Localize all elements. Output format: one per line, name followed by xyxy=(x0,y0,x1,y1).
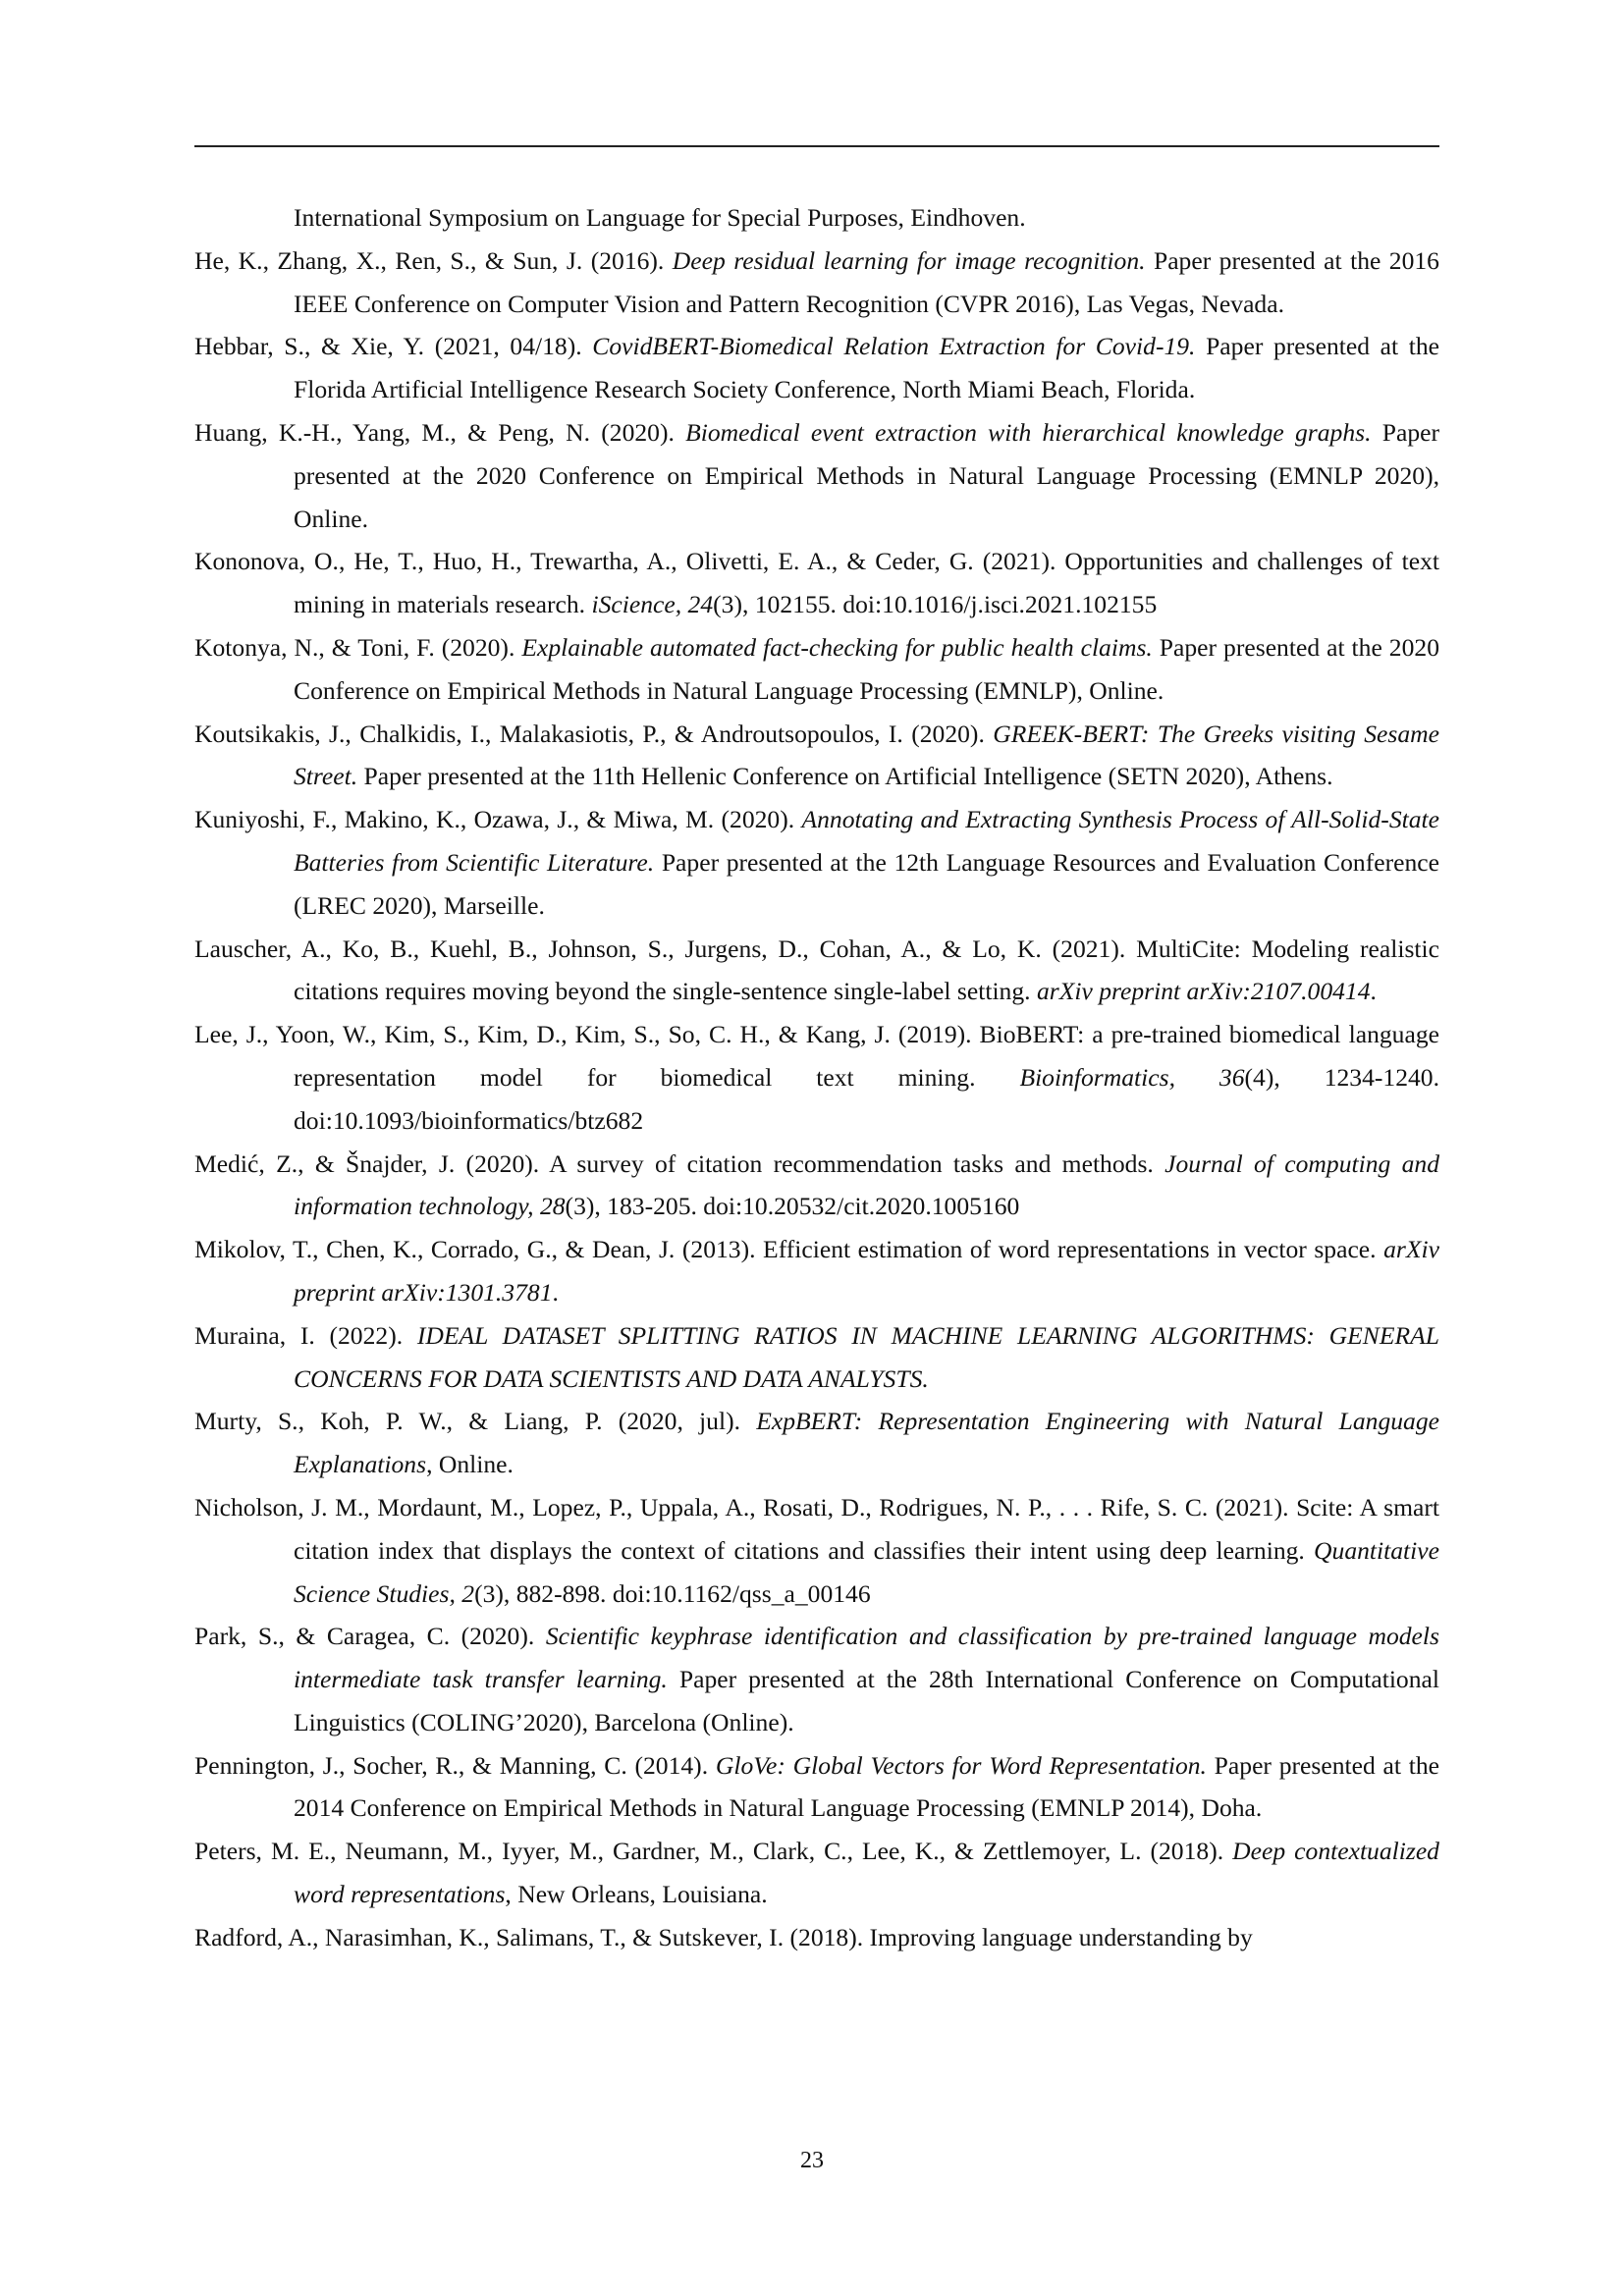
reference-italic-text: GloVe: Global Vectors for Word Representation. xyxy=(715,1750,1207,1780)
reference-text: Kotonya, N., & Toni, F. (2020). xyxy=(194,632,522,662)
reference-text: , New Orleans, Louisiana. xyxy=(505,1880,768,1909)
reference-italic-text: arXiv preprint arXiv:1301.3781 xyxy=(294,1235,1439,1307)
reference-text: Pennington, J., Socher, R., & Manning, C. (2014). xyxy=(194,1750,716,1780)
reference-text: (4), 1234-1240. doi:10.1093/bioinformatics/btz682 xyxy=(294,1062,1439,1135)
reference-text: Kuniyoshi, F., Makino, K., Ozawa, J., & Miwa, M. (2020). xyxy=(194,805,802,834)
reference-text: Peters, M. E., Neumann, M., Iyyer, M., Gardner, M., Clark, C., Lee, K., & Zettlemoyer, L. (2018). xyxy=(194,1837,1233,1866)
reference-italic-text: Journal of computing and information technology, 28 xyxy=(294,1148,1439,1221)
reference-text: Paper presented at the 2020 Conference on Empirical Methods in Natural Language Processing (EMNLP), Online. xyxy=(294,632,1439,705)
reference-text: . xyxy=(1370,977,1377,1006)
reference-text: . xyxy=(552,1277,559,1307)
reference-italic-text: iScience, 24 xyxy=(591,590,714,619)
reference-italic-text: Explainable automated fact-checking for public health claims. xyxy=(521,632,1153,662)
reference-entry-continued xyxy=(194,196,1439,240)
reference-text: Paper presented at the 2016 IEEE Conference on Computer Vision and Pattern Recognition (CVPR 2016), Las Vegas, Nevada. xyxy=(294,245,1439,318)
reference-italic-text: arXiv preprint arXiv:2107.00414 xyxy=(1036,977,1371,1006)
reference-text: He, K., Zhang, X., Ren, S., & Sun, J. (2016). xyxy=(194,245,673,275)
reference-text: (3), 882-898. doi:10.1162/qss_a_00146 xyxy=(474,1578,871,1608)
reference-entry xyxy=(194,626,1439,713)
reference-text: (3), 102155. doi:10.1016/j.isci.2021.102155 xyxy=(713,590,1158,619)
reference-entry xyxy=(194,1400,1439,1486)
reference-entry xyxy=(194,1013,1439,1142)
reference-text: Radford, A., Narasimhan, K., Salimans, T., & Sutskever, I. (2018). Improving language understanding by xyxy=(194,1922,1253,1951)
reference-text: Park, S., & Caragea, C. (2020). xyxy=(194,1622,546,1651)
reference-italic-text: Biomedical event extraction with hierarchical knowledge graphs. xyxy=(685,417,1372,447)
reference-text: Murty, S., Koh, P. W., & Liang, P. (2020, jul). xyxy=(194,1407,757,1436)
reference-text: Lee, J., Yoon, W., Kim, S., Kim, D., Kim, S., So, C. H., & Kang, J. (2019). BioBERT: a pre-trained biomedical language representation model for biomedical text mining. xyxy=(194,1020,1439,1092)
reference-italic-text: Annotating and Extracting Synthesis Process of All-Solid-State Batteries from Scientific Literature. xyxy=(294,805,1439,877)
header-rule xyxy=(194,145,1439,147)
reference-text: , Online. xyxy=(426,1450,514,1479)
reference-italic-text: Quantitative Science Studies, 2 xyxy=(294,1535,1439,1608)
reference-text: Kononova, O., He, T., Huo, H., Trewartha, A., Olivetti, E. A., & Ceder, G. (2021). Opportunities and challenges of text mining in materials research. xyxy=(194,547,1439,619)
reference-italic-text: IDEAL DATASET SPLITTING RATIOS IN MACHINE LEARNING ALGORITHMS: GENERAL CONCERNS FOR DATA SCIENTISTS AND DATA ANALYSTS. xyxy=(294,1320,1439,1393)
reference-italic-text: GREEK-BERT: The Greeks visiting Sesame Street. xyxy=(294,719,1439,791)
reference-italic-text: CovidBERT-Biomedical Relation Extraction for Covid-19. xyxy=(592,332,1196,361)
reference-entry xyxy=(194,325,1439,411)
reference-list xyxy=(194,196,1439,1959)
reference-text: Paper presented at the 2020 Conference on Empirical Methods in Natural Language Processing (EMNLP 2020), Online. xyxy=(294,417,1440,533)
reference-text: Muraina, I. (2022). xyxy=(194,1320,417,1350)
reference-italic-text: Deep contextualized word representations xyxy=(294,1837,1439,1909)
reference-italic-text: ExpBERT: Representation Engineering with Natural Language Explanations xyxy=(294,1407,1440,1479)
reference-entry xyxy=(194,1615,1439,1743)
reference-text: Nicholson, J. M., Mordaunt, M., Lopez, P., Uppala, A., Rosati, D., Rodrigues, N. P., . . . Rife, S. C. (2021). Scite: A smart citation index that displays the context of citations and classifies their intent using deep learning. xyxy=(194,1492,1439,1565)
reference-text: International Symposium on Language for Special Purposes, Eindhoven. xyxy=(294,203,1026,232)
reference-entry xyxy=(194,798,1439,927)
reference-text: Koutsikakis, J., Chalkidis, I., Malakasiotis, P., & Androutsopoulos, I. (2020). xyxy=(194,719,994,748)
reference-text: Paper presented at the 12th Language Resources and Evaluation Conference (LREC 2020), Marseille. xyxy=(294,847,1439,920)
reference-text: Paper presented at the 11th Hellenic Conference on Artificial Intelligence (SETN 2020), Athens. xyxy=(357,762,1333,791)
reference-entry xyxy=(194,1830,1439,1916)
reference-text: Huang, K.-H., Yang, M., & Peng, N. (2020). xyxy=(194,417,686,447)
reference-text: Hebbar, S., & Xie, Y. (2021, 04/18). xyxy=(194,332,593,361)
reference-italic-text: Bioinformatics, 36 xyxy=(1019,1062,1245,1092)
reference-entry xyxy=(194,713,1439,799)
reference-entry xyxy=(194,1143,1439,1229)
reference-entry xyxy=(194,1744,1439,1831)
reference-entry xyxy=(194,1486,1439,1615)
page-number: 23 xyxy=(800,2148,824,2173)
reference-text: Mikolov, T., Chen, K., Corrado, G., & Dean, J. (2013). Efficient estimation of word representations in vector space. xyxy=(194,1235,1384,1264)
reference-text: Medić, Z., & Šnajder, J. (2020). A survey of citation recommendation tasks and methods. xyxy=(194,1148,1165,1178)
reference-entry xyxy=(194,1314,1439,1401)
reference-entry xyxy=(194,411,1439,540)
reference-text: Paper presented at the 28th International Conference on Computational Linguistics (COLING’2020), Barcelona (Online). xyxy=(294,1665,1439,1736)
reference-italic-text: Deep residual learning for image recognition. xyxy=(672,245,1146,275)
reference-entry xyxy=(194,1228,1439,1314)
reference-italic-text: Scientific keyphrase identification and classification by pre-trained language models intermediate task transfer learning. xyxy=(294,1622,1439,1694)
reference-text: Lauscher, A., Ko, B., Kuehl, B., Johnson, S., Jurgens, D., Cohan, A., & Lo, K. (2021). MultiCite: Modeling realistic citations requires moving beyond the single-sentence single-label setting. xyxy=(194,934,1439,1006)
reference-text: (3), 183-205. doi:10.20532/cit.2020.1005160 xyxy=(565,1192,1020,1221)
reference-entry xyxy=(194,540,1439,626)
reference-entry xyxy=(194,240,1439,326)
reference-text: Paper presented at the Florida Artificial Intelligence Research Society Conference, North Miami Beach, Florida. xyxy=(294,332,1439,404)
reference-entry xyxy=(194,928,1439,1014)
reference-text: Paper presented at the 2014 Conference on Empirical Methods in Natural Language Processing (EMNLP 2014), Doha. xyxy=(294,1750,1439,1823)
reference-entry xyxy=(194,1916,1439,1959)
